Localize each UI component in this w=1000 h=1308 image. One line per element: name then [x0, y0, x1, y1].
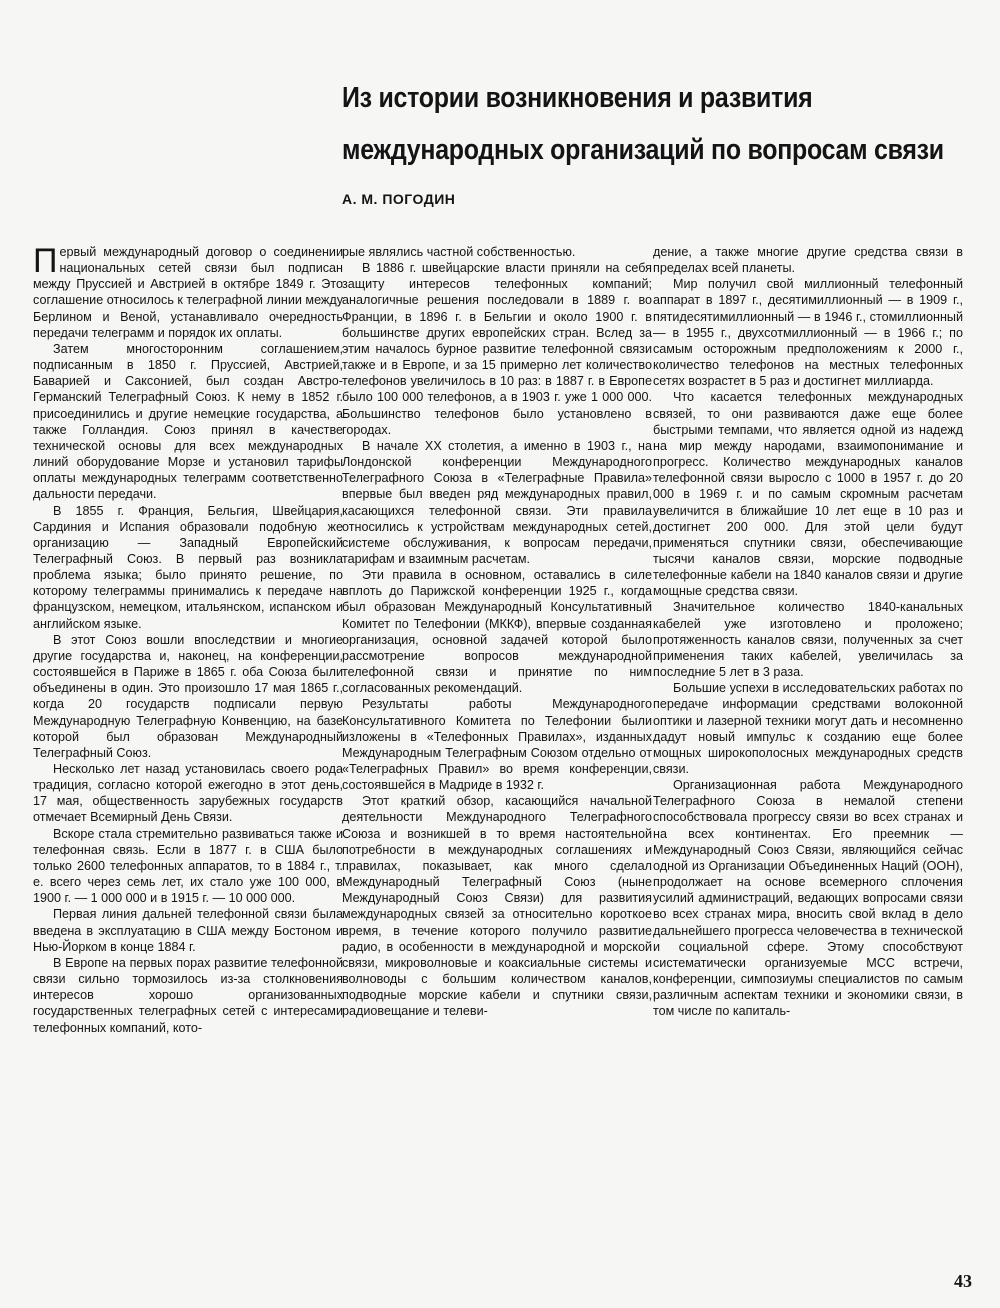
paragraph: Вскоре стала стремительно развиваться также и телефонная связь. Если в 1877 г. в США было только 2600 телефонных аппаратов, то в 1884 г., т. е. всего через семь лет, их стало уже 100 000, в 1900 г. — 1 000 000 и в 1915 г. — 10 000 000. [33, 826, 343, 906]
paragraph: Несколько лет назад установилась своего рода традиция, согласно которой ежегодно в этот день, 17 мая, общественность зарубежных государств отмечает Всемирный День Связи. [33, 762, 343, 825]
paragraph: Большие успехи в исследовательских работах по передаче информации средствами волоконной оптики и лазерной техники могут дать и несомненно дадут новый импульс к созданию еще более мощных широкополосных международных средств связи. [653, 681, 963, 776]
paragraph: Мир получил свой миллионный телефонный аппарат в 1897 г., десятимиллионный — в 1909 г., пятидесятимиллионный — в 1946 г., стомиллионный — в 1955 г., двухсотмиллионный — в 1966 г.; по самым осторожным предположениям к 2000 г., количество телефонов на местных телефонных сетях возрастет в 5 раз и достигнет миллиарда. [653, 277, 963, 389]
drop-cap: П [33, 242, 58, 280]
paragraph: В 1886 г. швейцарские власти приняли на себя защиту интересов телефонных компаний; аналогичные решения последовали в 1889 г. во Франции, в 1896 г. в Бельгии и около 1900 г. в большинстве других европейских стран. Вслед за этим началось бурное развитие телефонной связи также и в Европе, и за 15 примерно лет количество телефонов увеличилось в 10 раз: в 1887 г. в Европе было 100 000 телефонов, а в 1903 г. уже 1 000 000. Большинство телефонов было установлено в городах. [342, 261, 652, 437]
paragraph: Что касается телефонных международных связей, то они развиваются даже еще более быстрыми темпами, что является одной из надежд на мир между народами, взаимопонимание и прогресс. Количество международных каналов телефонной связи выросло с 1000 в 1957 г. до 20 000 в 1969 г. и по самым скромным расчетам увеличится в ближайшие 10 лет еще в 10 раз и достигнет 200 000. Для этой цели будут применяться спутники связи, обеспечивающие тысячи каналов связи, морские подводные телефонные кабели на 1840 каналов связи и другие мощные средства связи. [653, 390, 963, 599]
paragraph: рые являлись частной собственностью. [342, 245, 576, 259]
article-title-line-2: международных организаций по вопросам связи [342, 134, 944, 166]
paragraph: В этот Союз вошли впоследствии и многие другие государства и, наконец, на конференции, состоявшейся в Париже в 1865 г. оба Союза были объединены в один. Это произошло 17 мая 1865 г., когда 20 государств подписали первую Международную Телеграфную Конвенцию, на базе которой был образован Международный Телеграфный Союз. [33, 632, 343, 760]
article-title-line-1: Из истории возникновения и развития [342, 82, 813, 114]
paragraph: Эти правила в основном, оставались в силе вплоть до Парижской конференции 1925 г., когда был образован Международный Консультативный Комитет по Телефонии (МККФ), впервые созданная организация, основной задачей которой было рассмотрение вопросов международной телефонной связи и принятие по ним согласованных рекомендаций. [342, 568, 652, 696]
paragraph: Значительное количество 1840-канальных кабелей уже изготовлено и проложено; протяженность каналов связи, полученных за счет применения таких кабелей, увеличилась за последние 5 лет в 3 раза. [653, 600, 963, 680]
paragraph: В начале XX столетия, а именно в 1903 г., на Лондонской конференции Международного Телеграфного Союза в «Телеграфные Правила» впервые был введен ряд международных правил, касающихся телефонной связи. Эти правила относились к устройствам международных сетей, системе обслуживания, к вопросам передачи, тарифам и взаимным расчетам. [342, 438, 652, 566]
text-column-3 [653, 244, 963, 1020]
text-column-1 [33, 244, 343, 1036]
text-column-2 [342, 244, 652, 1020]
article-author: А. М. ПОГОДИН [342, 191, 456, 207]
paragraph: Затем многосторонним соглашением, подписанным в 1850 г. Пруссией, Австрией, Баварией и Саксонией, был создан Австро-Германский Телеграфный Союз. К нему в 1852 г. присоединились и другие немецкие государства, а также Голландия. Союз принял в качестве технической основы для всех международных линий оборудование Морзе и установил тарифы оплаты международных телеграмм соответственно дальности передачи. [33, 341, 343, 502]
paragraph: Первая линия дальней телефонной связи была введена в эксплуатацию в США между Бостоном и Нью-Йорком в конце 1884 г. [33, 907, 343, 954]
paragraph: В 1855 г. Франция, Бельгия, Швейцария, Сардиния и Испания образовали подобную же организацию — Западный Европейский Телеграфный Союз. В первый раз возникла проблема языка; было принято решение, по которому телеграммы принимались к передаче на французском, немецком, итальянском, испанском и английском языке. [33, 503, 343, 631]
paragraph: Организационная работа Международного Телеграфного Союза в немалой степени способствовала прогрессу связи во всех странах и на всех континентах. Его преемник — Международный Союз Связи, являющийся сейчас одной из Организации Объединенных Наций (ООН), продолжает на основе всемерного сплочения усилий администраций, ведающих вопросами связи во всех странах мира, вносить свой вклад в дело дальнейшего прогресса человечества в технической и социальной сфере. Этому способствуют систематически организуемые МСС встречи, конференции, симпозиумы специалистов по самым различным аспектам техники и экономики связи, в том числе по капиталь- [653, 778, 963, 1019]
paragraph: дение, а также многие другие средства связи в пределах всей планеты. [653, 245, 963, 276]
paragraph: Результаты работы Международного Консультативного Комитета по Телефонии были изложены в «Телефонных Правилах», изданных Международным Телеграфным Союзом отдельно от «Телеграфных Правил» во время конференции, состоявшейся в Мадриде в 1932 г. [342, 697, 652, 793]
paragraph-text: ервый международный договор о соединении национальных сетей связи был подписан между Пруссией и Австрией в октябре 1849 г. Это соглашение относилось к телеграфной линии между Берлином и Веной, устанавливало очередность передачи телеграмм и порядок их оплаты. [33, 245, 343, 340]
article-title [342, 72, 944, 176]
paragraph: В Европе на первых порах развитие телефонной связи сильно тормозилось из-за столкновения интересов хорошо организованных государственных телеграфных сетей с интересами телефонных компаний, кото- [33, 955, 343, 1035]
page-number: 43 [954, 1271, 972, 1291]
paragraph: Этот краткий обзор, касающийся начальной деятельности Международного Телеграфного Союза и возникшей в то время настоятельной потребности в международных соглашениях и правилах, показывает, как много сделал Международный Телеграфный Союз (ныне Международный Союз Связи) для развития международных связей за относительно короткое время, в течение которого получило развитие радио, в особенности в международной и морской связи, микроволновые и коаксиальные системы и волноводы с большим количеством каналов, подводные морские кабели и спутники связи, радиовещание и телеви- [342, 794, 652, 1019]
paragraph [33, 244, 343, 341]
